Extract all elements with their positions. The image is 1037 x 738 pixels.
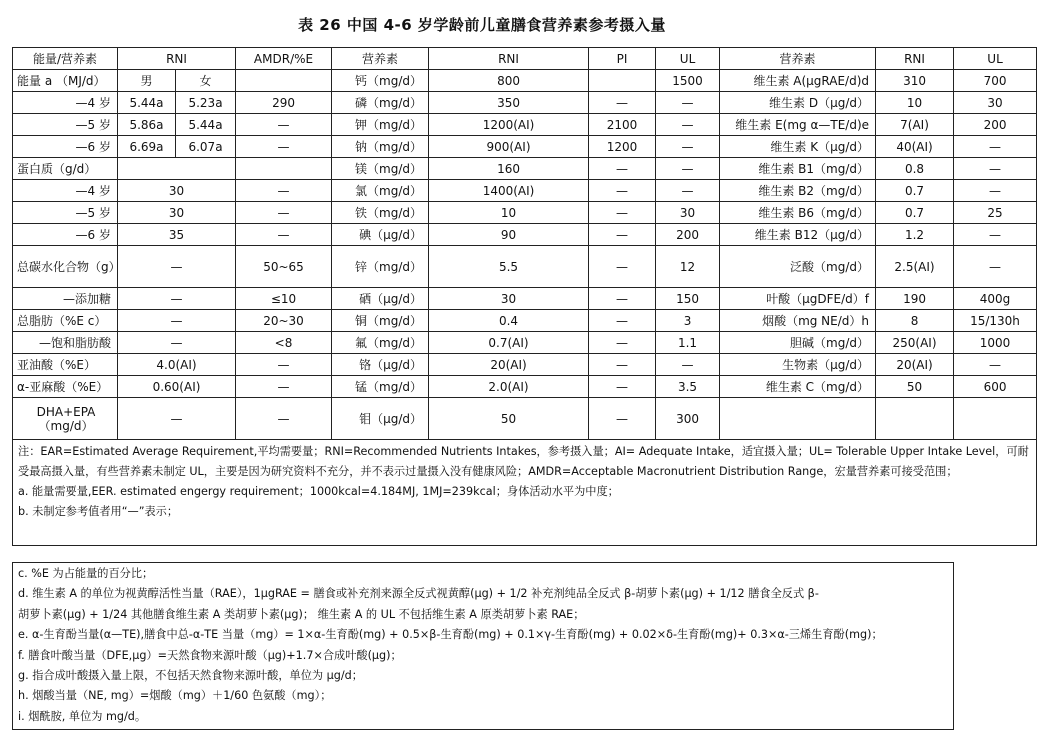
table-cell: —	[236, 376, 332, 398]
table-cell: —添加糖	[13, 288, 118, 310]
table-cell: —	[589, 202, 656, 224]
table-cell	[118, 158, 236, 180]
table-body	[13, 48, 1037, 546]
note-line: b. 未制定参考值者用“—”表示；	[18, 505, 179, 518]
table-cell: 维生素 D（μg/d）	[720, 92, 876, 114]
table-cell: —	[236, 180, 332, 202]
table-cell: —	[656, 136, 720, 158]
table-cell: 20(AI)	[876, 354, 954, 376]
table-cell: —	[236, 202, 332, 224]
table-cell: 氯（mg/d）	[332, 180, 429, 202]
table-cell: 0.8	[876, 158, 954, 180]
table-cell: 硒（μg/d）	[332, 288, 429, 310]
table-cell: —	[656, 114, 720, 136]
table-cell: 6.07a	[176, 136, 236, 158]
table-cell: 30	[954, 92, 1037, 114]
table-cell: ≤10	[236, 288, 332, 310]
note-line: h. 烟酸当量（NE, mg）=烟酸（mg）＋1/60 色氨酸（mg）；	[18, 689, 332, 703]
table-cell: —	[656, 158, 720, 180]
table-cell: 40(AI)	[876, 136, 954, 158]
table-cell: 5.5	[429, 246, 589, 288]
table-cell: 8	[876, 310, 954, 332]
table-cell: 90	[429, 224, 589, 246]
table-cell: —	[589, 224, 656, 246]
table-cell: 30	[429, 288, 589, 310]
table-cell: 50~65	[236, 246, 332, 288]
table-cell: 50	[876, 376, 954, 398]
table-cell: —	[656, 180, 720, 202]
table-cell: 160	[429, 158, 589, 180]
table-cell: 总碳水化合物（g）	[13, 246, 118, 288]
table-cell: 30	[656, 202, 720, 224]
table-cell: —	[656, 354, 720, 376]
table-cell: 维生素 K（μg/d）	[720, 136, 876, 158]
table-row	[13, 288, 1037, 310]
table-row	[13, 158, 1037, 180]
table-cell: 铬（μg/d）	[332, 354, 429, 376]
table-cell: 女	[176, 70, 236, 92]
table-cell	[589, 70, 656, 92]
table-cell: —6 岁	[13, 224, 118, 246]
table-cell: 锌（mg/d）	[332, 246, 429, 288]
header-cell: RNI	[429, 48, 589, 70]
table-cell: 铜（mg/d）	[332, 310, 429, 332]
table-cell: 15/130h	[954, 310, 1037, 332]
table-cell: 维生素 B2（mg/d）	[720, 180, 876, 202]
table-cell: 总脂肪（%E c）	[13, 310, 118, 332]
table-cell: 150	[656, 288, 720, 310]
table-row	[13, 376, 1037, 398]
table-row	[13, 114, 1037, 136]
notes-row	[13, 440, 1037, 546]
table-cell: 1500	[656, 70, 720, 92]
table-row	[13, 70, 1037, 92]
table-row	[13, 398, 1037, 440]
table-cell: 200	[656, 224, 720, 246]
table-cell: 生物素（μg/d）	[720, 354, 876, 376]
table-cell: DHA+EPA（mg/d）	[13, 398, 118, 440]
table-cell: 25	[954, 202, 1037, 224]
table-cell: 900(AI)	[429, 136, 589, 158]
table-cell: 0.7	[876, 180, 954, 202]
table-row	[13, 136, 1037, 158]
note-line: i. 烟酰胺, 单位为 mg/d。	[18, 709, 147, 723]
note-line: d. 维生素 A 的单位为视黄醇活性当量（RAE），1μgRAE = 膳食或补充剂来源全反式视黄醇(μg) + 1/2 补充剂纯品全反式 β-胡萝卜素(μg) + 1/12 膳食全反式 β-	[18, 587, 819, 601]
note-line: 胡萝卜素(μg) + 1/24 其他膳食维生素 A 类胡萝卜素(μg)； 维生素 A 的 UL 不包括维生素 A 原类胡萝卜素 RAE；	[18, 607, 585, 621]
table-cell: 600	[954, 376, 1037, 398]
table-cell: —	[589, 180, 656, 202]
table-cell: —	[589, 92, 656, 114]
table-row	[13, 332, 1037, 354]
table-cell: 10	[876, 92, 954, 114]
table-cell: —	[118, 246, 236, 288]
table-cell: —饱和脂肪酸	[13, 332, 118, 354]
table-cell: 钙（mg/d）	[332, 70, 429, 92]
table-cell: 镁（mg/d）	[332, 158, 429, 180]
table-cell: 维生素 E(mg α—TE/d)e	[720, 114, 876, 136]
table-cell: 4.0(AI)	[118, 354, 236, 376]
table-cell	[954, 398, 1037, 440]
note-line: e. α-生育酚当量(α—TE),膳食中总-α-TE 当量（mg）= 1×α-生育酚(mg) + 0.5×β-生育酚(mg) + 0.1×γ-生育酚(mg) + 0.02×δ-生育酚(mg)+ 0.3×α-三烯生育酚(mg)；	[18, 628, 883, 642]
table-cell: 亚油酸（%E）	[13, 354, 118, 376]
table-cell: 钾（mg/d）	[332, 114, 429, 136]
table-cell: 10	[429, 202, 589, 224]
note-line: a. 能量需要量,EER. estimated engergy requirement；1000kcal=4.184MJ, 1MJ=239kcal；身体活动水平为中度；	[18, 485, 619, 498]
table-cell: 1400(AI)	[429, 180, 589, 202]
table-cell: 7(AI)	[876, 114, 954, 136]
table-cell: —	[954, 224, 1037, 246]
table-cell: —	[589, 354, 656, 376]
table-cell: 35	[118, 224, 236, 246]
table-cell: 350	[429, 92, 589, 114]
table-cell: 3.5	[656, 376, 720, 398]
table-cell: —4 岁	[13, 180, 118, 202]
table-cell: —	[954, 158, 1037, 180]
table-cell: —	[954, 354, 1037, 376]
table-cell: 800	[429, 70, 589, 92]
table-cell: —	[589, 332, 656, 354]
table-cell: 1200(AI)	[429, 114, 589, 136]
table-row	[13, 92, 1037, 114]
table-cell: 维生素 B12（μg/d）	[720, 224, 876, 246]
table-cell	[236, 158, 332, 180]
table-cell: 胆碱（mg/d）	[720, 332, 876, 354]
table-cell: 30	[118, 202, 236, 224]
header-cell: 能量/营养素	[13, 48, 118, 70]
header-cell: UL	[954, 48, 1037, 70]
table-cell: 磷（mg/d）	[332, 92, 429, 114]
table-cell: 2.5(AI)	[876, 246, 954, 288]
header-cell: RNI	[118, 48, 236, 70]
table-cell: 1000	[954, 332, 1037, 354]
table-cell: 5.44a	[118, 92, 176, 114]
table-cell: 2.0(AI)	[429, 376, 589, 398]
table-cell: —	[118, 288, 236, 310]
table-cell: 30	[118, 180, 236, 202]
table-cell: 5.23a	[176, 92, 236, 114]
nutrient-table	[12, 47, 1037, 546]
table-row	[13, 224, 1037, 246]
table-cell: —	[589, 310, 656, 332]
note-line: f. 膳食叶酸当量（DFE,μg）=天然食物来源叶酸（μg)+1.7×合成叶酸(μg)；	[18, 648, 402, 662]
table-cell	[720, 398, 876, 440]
table-cell	[876, 398, 954, 440]
table-row	[13, 354, 1037, 376]
table-cell: —5 岁	[13, 202, 118, 224]
table-cell: 泛酸（mg/d）	[720, 246, 876, 288]
table-cell: —	[589, 376, 656, 398]
table-row	[13, 310, 1037, 332]
table-cell: 0.4	[429, 310, 589, 332]
header-cell: RNI	[876, 48, 954, 70]
table-cell: —	[954, 180, 1037, 202]
table-cell: 0.7(AI)	[429, 332, 589, 354]
table-cell: 12	[656, 246, 720, 288]
table-cell: 1.1	[656, 332, 720, 354]
table-cell: α-亚麻酸（%E）	[13, 376, 118, 398]
header-cell: PI	[589, 48, 656, 70]
table-row	[13, 202, 1037, 224]
table-cell: 2100	[589, 114, 656, 136]
table-cell: —	[589, 398, 656, 440]
table-cell: 200	[954, 114, 1037, 136]
table-cell: —	[589, 246, 656, 288]
table-cell: —	[236, 114, 332, 136]
table-cell: —	[656, 92, 720, 114]
table-cell: —	[118, 332, 236, 354]
table-cell: 铁（mg/d）	[332, 202, 429, 224]
table-cell: 氟（mg/d）	[332, 332, 429, 354]
note-line: c. %E 为占能量的百分比；	[18, 567, 154, 580]
table-cell: 维生素 A(μgRAE/d)d	[720, 70, 876, 92]
table-cell: —	[118, 310, 236, 332]
table-cell: 250(AI)	[876, 332, 954, 354]
table-cell: 能量 a （MJ/d）	[13, 70, 118, 92]
table-cell: —4 岁	[13, 92, 118, 114]
table-cell: 50	[429, 398, 589, 440]
table-cell: —6 岁	[13, 136, 118, 158]
table-cell: 1200	[589, 136, 656, 158]
table-cell: 20(AI)	[429, 354, 589, 376]
table-row	[13, 180, 1037, 202]
table-cell: 男	[118, 70, 176, 92]
table-cell: 5.44a	[176, 114, 236, 136]
header-row	[13, 48, 1037, 70]
header-cell: AMDR/%E	[236, 48, 332, 70]
table-cell: 1.2	[876, 224, 954, 246]
table-cell: 700	[954, 70, 1037, 92]
table-cell: —	[236, 398, 332, 440]
table-cell: 烟酸（mg NE/d）h	[720, 310, 876, 332]
table-cell: 300	[656, 398, 720, 440]
table-cell: 钼（μg/d）	[332, 398, 429, 440]
table-cell: —	[236, 136, 332, 158]
table-title: 表 26 中国 4-6 岁学龄前儿童膳食营养素参考摄入量	[298, 16, 666, 34]
table-cell: 维生素 B6（mg/d）	[720, 202, 876, 224]
table-cell: —5 岁	[13, 114, 118, 136]
table-cell: —	[236, 224, 332, 246]
header-cell: 营养素	[332, 48, 429, 70]
table-cell: 锰（mg/d）	[332, 376, 429, 398]
table-cell: 钠（mg/d）	[332, 136, 429, 158]
table-cell: 维生素 C（mg/d）	[720, 376, 876, 398]
table-cell: 0.7	[876, 202, 954, 224]
table-cell: —	[954, 136, 1037, 158]
note-line: g. 指合成叶酸摄入量上限，不包括天然食物来源叶酸，单位为 μg/d；	[18, 669, 363, 683]
table-cell	[236, 70, 332, 92]
table-cell: —	[954, 246, 1037, 288]
notes-box	[12, 562, 954, 730]
table-row	[13, 246, 1037, 288]
table-cell: 0.60(AI)	[118, 376, 236, 398]
table-cell: 6.69a	[118, 136, 176, 158]
table-cell: —	[118, 398, 236, 440]
table-cell: 400g	[954, 288, 1037, 310]
note-line: 注：EAR=Estimated Average Requirement,平均需要量；RNI=Recommended Nutrients Intakes，参考摄入量；AI= Adequate Intake，适宜摄入量；UL= Tolerable Upper Intake Level，可耐受最高摄入量，有些营养素未制定 UL，主要是因为研究资料不充分，并不表示过量摄入没有健康风险；AMDR=Acceptable Macronutrient Distribution Range，宏量营养素可接受范围；	[18, 445, 1029, 478]
table-cell: 310	[876, 70, 954, 92]
table-cell: —	[589, 158, 656, 180]
table-cell: <8	[236, 332, 332, 354]
table-cell: 3	[656, 310, 720, 332]
table-cell: 290	[236, 92, 332, 114]
header-cell: UL	[656, 48, 720, 70]
table-cell: 维生素 B1（mg/d）	[720, 158, 876, 180]
header-cell: 营养素	[720, 48, 876, 70]
table-cell: —	[589, 288, 656, 310]
table-cell: 碘（μg/d）	[332, 224, 429, 246]
table-cell: 5.86a	[118, 114, 176, 136]
table-cell: 蛋白质（g/d）	[13, 158, 118, 180]
notes-cell	[13, 440, 1037, 546]
table-cell: 190	[876, 288, 954, 310]
table-cell: 20~30	[236, 310, 332, 332]
table-cell: —	[236, 354, 332, 376]
table-cell: 叶酸（μgDFE/d）f	[720, 288, 876, 310]
